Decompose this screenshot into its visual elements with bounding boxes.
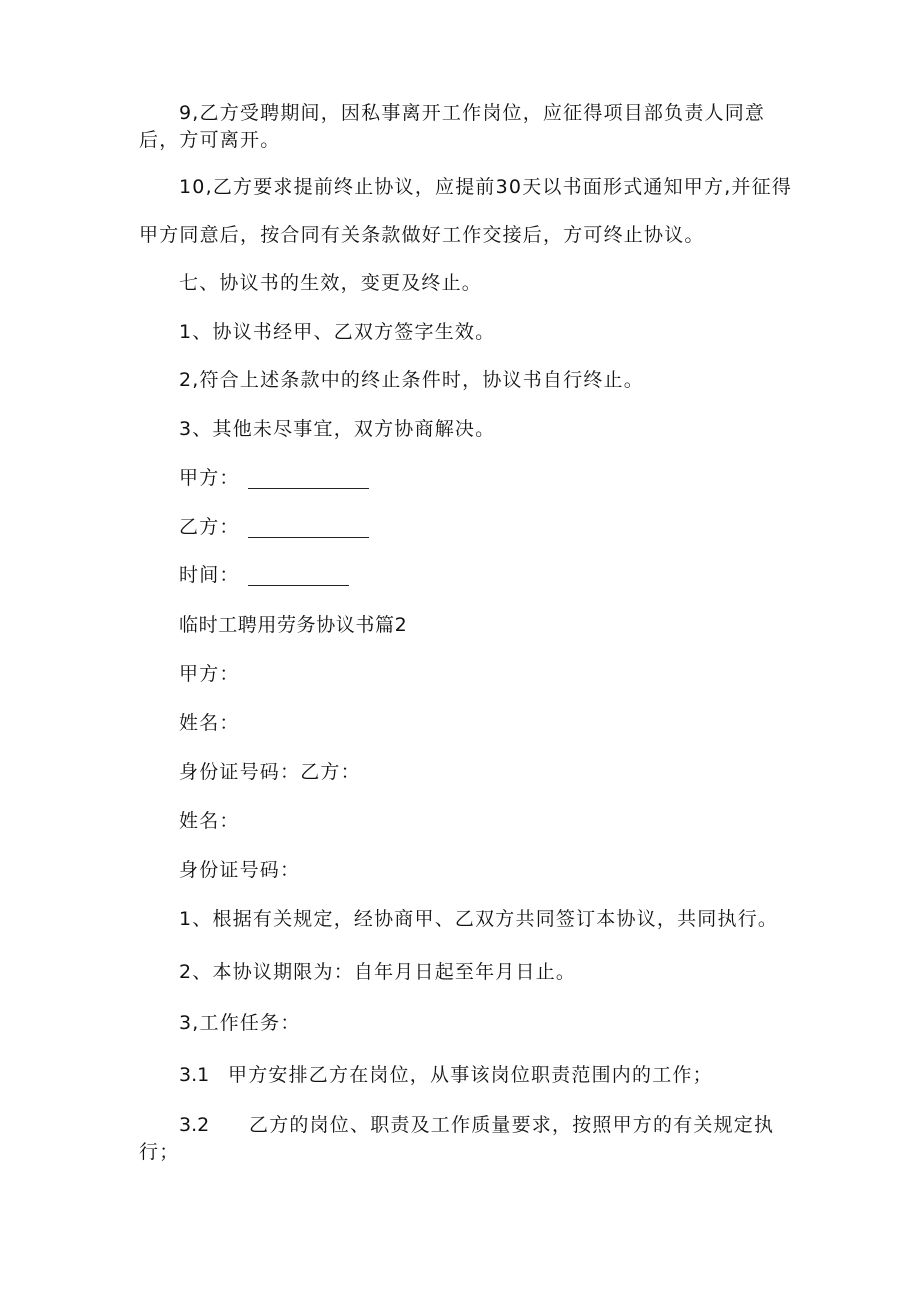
- signature-party-b-blank: [248, 537, 369, 538]
- party-b-id: 身份证号码：: [179, 859, 301, 881]
- party-a-id-and-party-b: 身份证号码：乙方：: [179, 761, 361, 783]
- section-7-item-1: 1、协议书经甲、乙双方签字生效。: [179, 321, 496, 343]
- clause-10-line-1: 10,乙方要求提前终止协议，应提前30天以书面形式通知甲方,并征得: [179, 176, 793, 198]
- section-7-heading: 七、协议书的生效，变更及终止。: [179, 272, 483, 294]
- clause-3-1-number: 3.1: [179, 1064, 210, 1086]
- party-a-name: 姓名：: [179, 712, 240, 734]
- party-a-heading: 甲方：: [179, 663, 240, 685]
- clause-10-line-2: 甲方同意后，按合同有关条款做好工作交接后，方可终止协议。: [139, 224, 705, 246]
- article-2-clause-3: 3,工作任务：: [179, 1012, 301, 1034]
- signature-date: [179, 566, 349, 588]
- clause-3-2-text: 乙方的岗位、职责及工作质量要求，按照甲方的有关规定执: [249, 1114, 775, 1136]
- article-2-clause-1: 1、根据有关规定，经协商甲、乙双方共同签订本协议，共同执行。: [179, 908, 779, 930]
- signature-party-a-blank: [248, 488, 369, 489]
- clause-9-line-1: 9,乙方受聘期间，因私事离开工作岗位，应征得项目部负责人同意: [179, 102, 766, 124]
- clause-3-1-text: 甲方安排乙方在岗位，从事该岗位职责范围内的工作；: [228, 1064, 713, 1086]
- signature-party-b-label: 乙方：: [179, 516, 240, 538]
- party-b-name: 姓名：: [179, 810, 240, 832]
- article-2-title: 临时工聘用劳务协议书篇2: [179, 614, 408, 636]
- signature-date-label: 时间：: [179, 564, 240, 586]
- section-7-item-3: 3、其他未尽事宜，双方协商解决。: [179, 418, 496, 440]
- signature-date-blank: [248, 585, 349, 586]
- article-2-clause-2: 2、本协议期限为：自年月日起至年月日止。: [179, 961, 577, 983]
- signature-party-b: [179, 518, 369, 540]
- clause-9-line-2: 后，方可离开。: [139, 129, 281, 151]
- section-7-item-2: 2,符合上述条款中的终止条件时，协议书自行终止。: [179, 369, 644, 391]
- signature-party-a-label: 甲方：: [179, 467, 240, 489]
- signature-party-a: [179, 469, 369, 491]
- clause-3-2-continuation: 行；: [139, 1141, 180, 1163]
- clause-3-2-number: 3.2: [179, 1114, 210, 1136]
